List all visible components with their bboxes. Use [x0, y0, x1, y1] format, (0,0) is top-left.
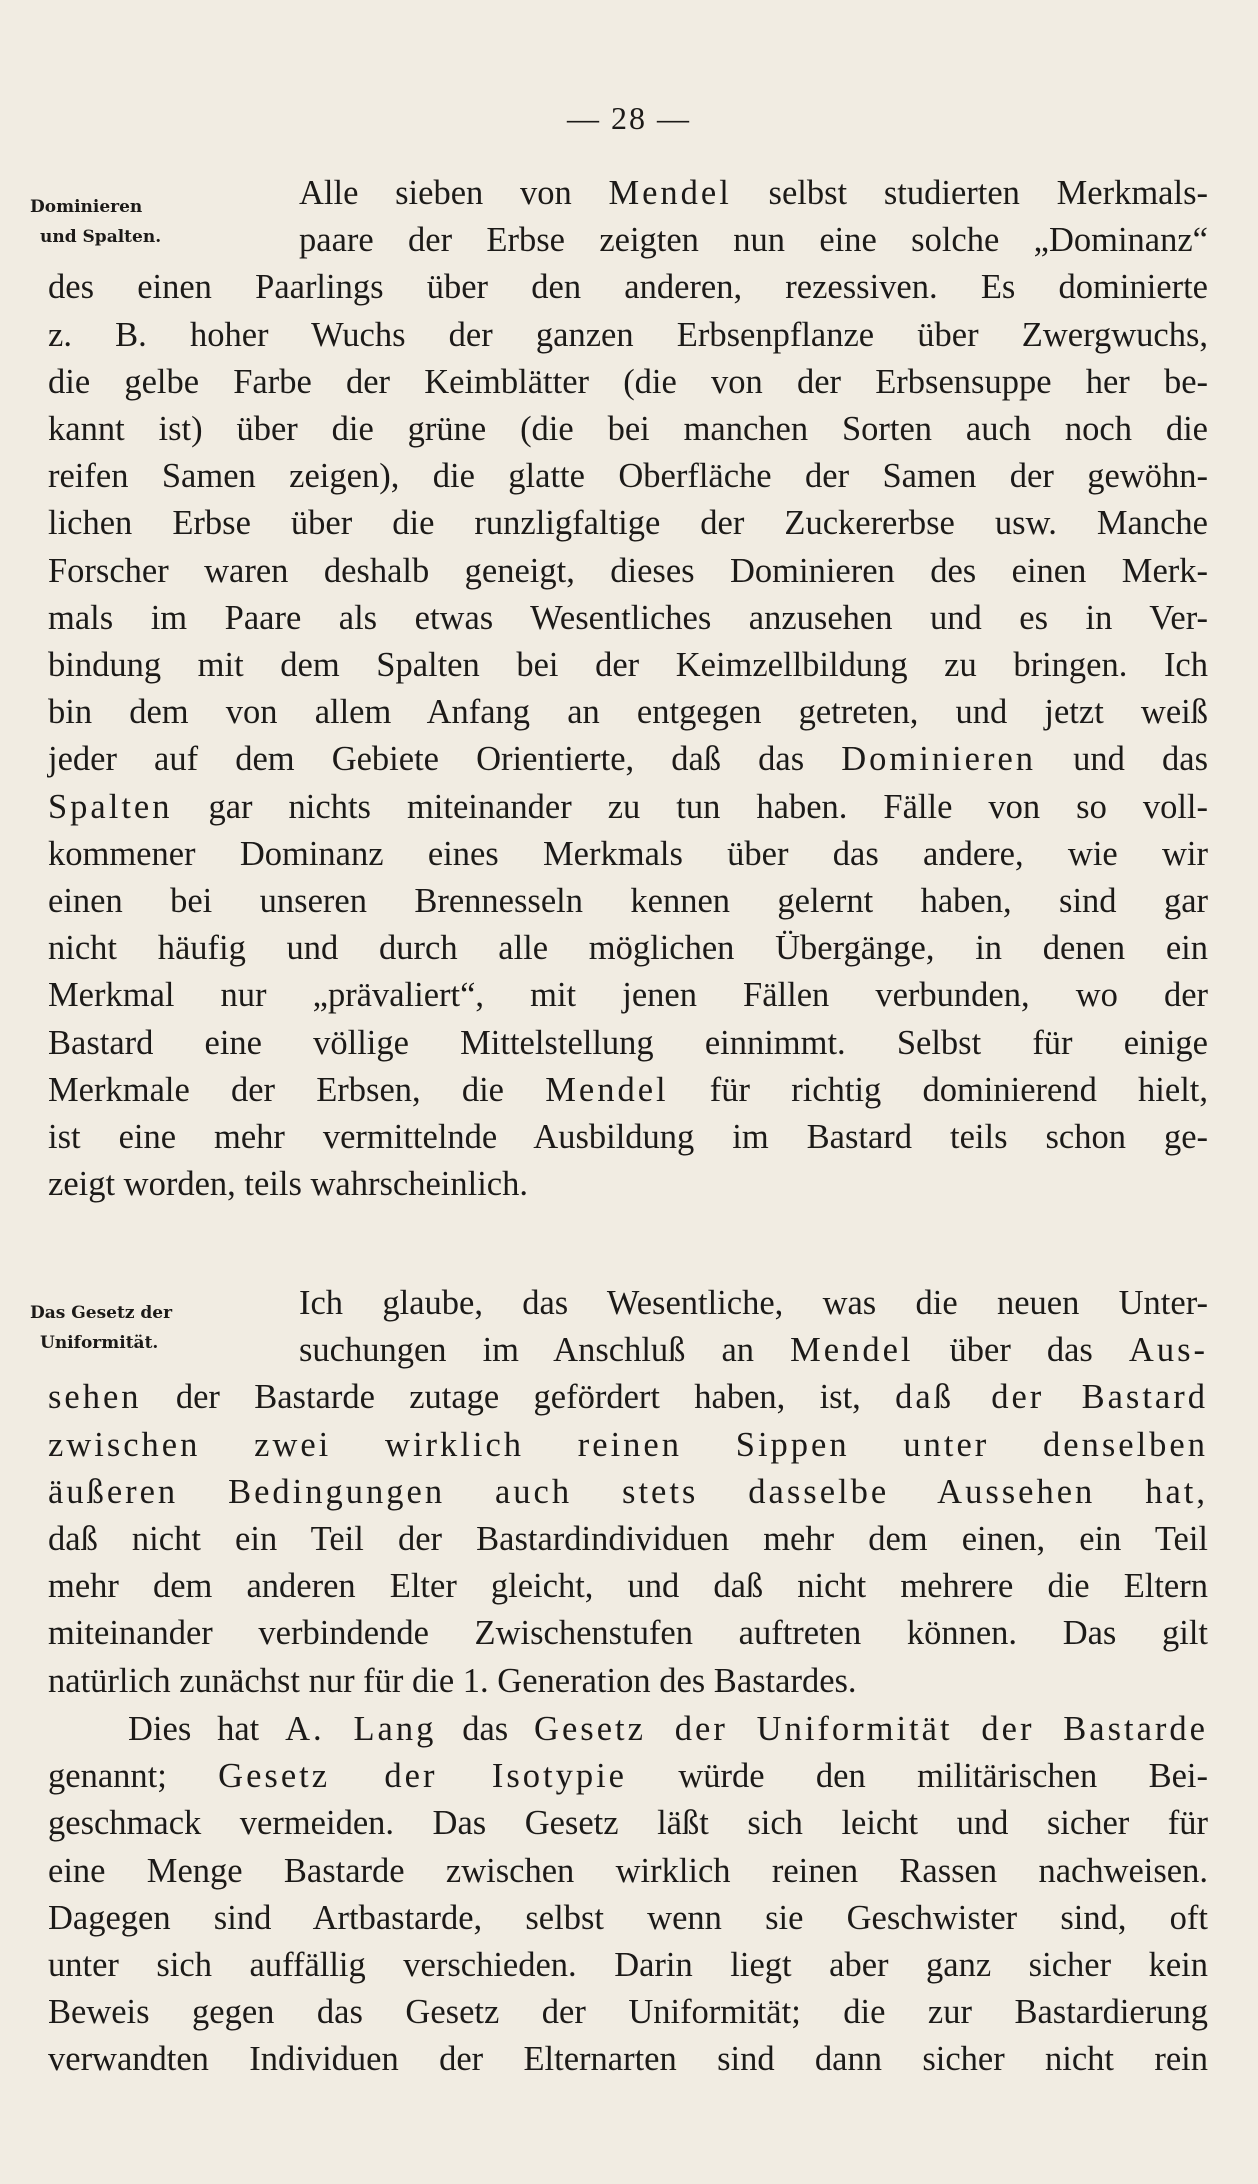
text-line [48, 2036, 1208, 2083]
text-line [48, 217, 1208, 264]
text-line [48, 831, 1208, 878]
text-run: z. B. hoher Wuchs der ganzen Erbsenpflanze über Zwergwuchs, [48, 315, 1208, 354]
text-run: für richtig dominierend hielt, [668, 1070, 1208, 1109]
text-run: suchungen im Anschluß an [299, 1331, 791, 1370]
spaced-emphasis: Mendel [545, 1070, 669, 1109]
text-line [48, 689, 1208, 736]
text-run: eine Menge Bastarde zwischen wirklich reinen Rassen nachweisen. [48, 1851, 1208, 1890]
text-run: bindung mit dem Spalten bei der Keimzellbildung zu bringen. Ich [48, 646, 1208, 685]
text-line [48, 595, 1208, 642]
text-run: einen bei unseren Brennesseln kennen gelernt haben, sind gar [48, 882, 1208, 921]
margin-note-line: Dominieren [30, 197, 143, 217]
text-run: Bastard eine völlige Mittelstellung einnimmt. Selbst für einige [48, 1023, 1208, 1062]
text-run: ist eine mehr vermittelnde Ausbildung im Bastard teils schon ge- [48, 1118, 1208, 1157]
text-line [48, 1161, 1208, 1208]
text-line [48, 1658, 1208, 1705]
text-run: würde den militärischen Bei- [626, 1757, 1208, 1796]
spaced-emphasis: Gesetz der Uniformität der Bastarde [534, 1710, 1208, 1748]
text-line [48, 1848, 1208, 1895]
text-run: der Bastarde zutage gefördert haben, ist, [141, 1378, 896, 1417]
text-line [48, 1114, 1208, 1161]
spaced-emphasis: Gesetz der Isotypie [218, 1757, 627, 1796]
text-run: zeigt worden, teils wahrscheinlich. [48, 1165, 528, 1204]
text-line [48, 500, 1208, 547]
text-run: mals im Paare als etwas Wesentliches anzusehen und es in Ver- [48, 598, 1208, 637]
text-line [48, 1327, 1208, 1374]
text-line [48, 1067, 1208, 1114]
text-line [48, 925, 1208, 972]
text-run: Beweis gegen das Gesetz der Uniformität; die zur Bastardierung [48, 1993, 1208, 2032]
text-run: Alle sieben von [299, 174, 609, 212]
text-run: das [436, 1710, 535, 1748]
text-run: selbst studierten Merkmals- [731, 174, 1208, 212]
spaced-emphasis: sehen [48, 1378, 142, 1417]
text-run: des einen Paarlings über den anderen, rezessiven. Es dominierte [48, 268, 1208, 307]
text-line [48, 1753, 1208, 1800]
text-run: mehr dem anderen Elter gleicht, und daß nicht mehrere die Eltern [48, 1567, 1208, 1606]
margin-note-line: Uniformität. [40, 1333, 159, 1353]
text-run: jeder auf dem Gebiete Orientierte, daß das [48, 740, 842, 779]
text-run: die gelbe Farbe der Keimblätter (die von der Erbsensuppe her be- [48, 362, 1208, 401]
text-run: lichen Erbse über die runzligfaltige der Zuckererbse usw. Manche [48, 504, 1208, 543]
text-line [48, 170, 1208, 217]
text-line [48, 1942, 1208, 1989]
text-run: über das [913, 1331, 1129, 1370]
text-run: kannt ist) über die grüne (die bei manchen Sorten auch noch die [48, 410, 1208, 449]
text-run: genannt; [48, 1757, 219, 1796]
text-line [48, 736, 1208, 783]
text-line [48, 1469, 1208, 1516]
text-line [48, 1610, 1208, 1657]
text-line [48, 264, 1208, 311]
text-run: bin dem von allem Anfang an entgegen getreten, und jetzt weiß [48, 693, 1208, 732]
text-run: und das [1036, 740, 1208, 779]
text-line [48, 1280, 1208, 1327]
text-run: Merkmale der Erbsen, die [48, 1070, 546, 1109]
text-line [48, 1422, 1208, 1469]
text-run: verwandten Individuen der Elternarten sind dann sicher nicht rein [48, 2040, 1208, 2079]
text-line [48, 1989, 1208, 2036]
text-line [48, 1800, 1208, 1847]
text-line [48, 548, 1208, 595]
text-run: Merkmal nur „prävaliert“, mit jenen Fällen verbunden, wo der [48, 976, 1208, 1015]
spaced-emphasis: Dominieren [841, 740, 1037, 779]
spaced-emphasis: äußeren Bedingungen auch stets dasselbe Aussehen hat, [48, 1472, 1208, 1511]
text-run: natürlich zunächst nur für die 1. Generation des Bastardes. [48, 1661, 857, 1700]
text-line [48, 642, 1208, 689]
text-line [48, 1895, 1208, 1942]
margin-note-line: Das Gesetz der [30, 1303, 173, 1323]
spaced-emphasis: zwischen zwei wirklich reinen Sippen unter denselben [48, 1425, 1208, 1464]
margin-note-line: und Spalten. [40, 227, 162, 247]
text-line [48, 406, 1208, 453]
text-run: reifen Samen zeigen), die glatte Oberfläche der Samen der gewöhn- [48, 457, 1208, 496]
spaced-emphasis: Mendel [790, 1331, 914, 1370]
text-line [48, 312, 1208, 359]
text-line [48, 878, 1208, 925]
text-line [48, 1516, 1208, 1563]
text-run: paare der Erbse zeigten nun eine solche „Dominanz“ [299, 221, 1208, 260]
text-run: miteinander verbindende Zwischenstufen auftreten können. Das gilt [48, 1614, 1208, 1653]
text-line [48, 1706, 1208, 1753]
text-run: Dies hat [128, 1710, 286, 1748]
text-run: Dagegen sind Artbastarde, selbst wenn sie Geschwister sind, oft [48, 1898, 1208, 1937]
spaced-emphasis: A. Lang [285, 1710, 437, 1748]
text-run: kommener Dominanz eines Merkmals über das andere, wie wir [48, 834, 1208, 873]
text-run: Ich glaube, das Wesentliche, was die neuen Unter- [299, 1284, 1208, 1322]
text-line [48, 359, 1208, 406]
spaced-emphasis: Mendel [608, 174, 732, 212]
text-run: daß nicht ein Teil der Bastardindividuen mehr dem einen, ein Teil [48, 1520, 1208, 1559]
text-line [48, 1374, 1208, 1421]
text-line [48, 972, 1208, 1019]
spaced-emphasis: Aus- [1128, 1331, 1209, 1370]
text-line [48, 1020, 1208, 1067]
text-line [48, 1563, 1208, 1610]
text-run: unter sich auffällig verschieden. Darin liegt aber ganz sicher kein [48, 1946, 1208, 1985]
spaced-emphasis: Spalten [48, 787, 173, 826]
paragraph-dominanz [48, 170, 1208, 1208]
text-line [48, 453, 1208, 500]
text-run: Forscher waren deshalb geneigt, dieses Dominieren des einen Merk- [48, 551, 1208, 590]
spaced-emphasis: daß der Bastard [895, 1378, 1208, 1417]
text-run: geschmack vermeiden. Das Gesetz läßt sich leicht und sicher für [48, 1804, 1208, 1843]
paragraph-lang-gesetz [48, 1706, 1208, 2084]
paragraph-uniformitaet [48, 1280, 1208, 1705]
text-line [48, 784, 1208, 831]
text-run: gar nichts miteinander zu tun haben. Fälle von so voll- [172, 787, 1208, 826]
text-run: nicht häufig und durch alle möglichen Übergänge, in denen ein [48, 929, 1208, 968]
page-number: — 28 — [567, 100, 691, 136]
